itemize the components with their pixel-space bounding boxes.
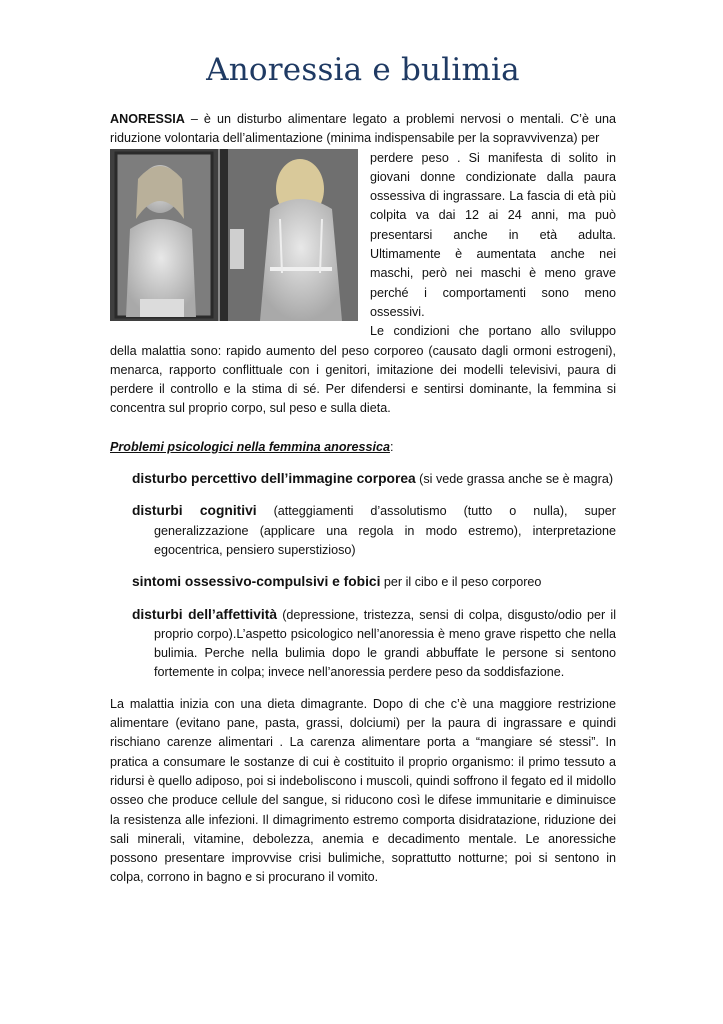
intro-paragraph: [110, 110, 616, 149]
list-item-term: disturbo percettivo dell’immagine corporea: [132, 471, 416, 487]
conditions-paragraph: Le condizioni che portano allo sviluppo della malattia sono: rapido aumento del peso corporeo (causato dagli ormoni estrogeni), menarca, rapporto conflittuale con i genitori, imitazione dei modelli televisivi, paura di perdere il controllo e la stima di sé. Per difendersi e sentirsi dominante, la femmina si concentra sul proprio corpo, sul peso e sulla dieta.: [110, 324, 616, 416]
list-item-text: (si vede grassa anche se è magra): [415, 472, 614, 487]
mirror-photo-icon: [110, 149, 358, 321]
list-item-text: (atteggiamenti d’assolutismo (tutto o nulla), super generalizzazione (applicare una regola in modo estremo), interpretazione egocentrica, pensiero superstizioso): [154, 504, 616, 557]
spacer: [110, 419, 616, 438]
list-item-text: (depressione, tristezza, sensi di colpa, disgusto/odio per il proprio corpo).L’aspetto psicologico nell’anoressia è meno grave rispetto che nella bulimia. Perche nella bulimia dopo le grandi abbuffate le persone si sentono fortemente in colpa; invece nell’anoressia perdere peso da soddisfazione.: [154, 607, 616, 680]
list-item-text: per il cibo e il peso corporeo: [380, 575, 542, 590]
intro-wrapped-text: perdere peso . Si manifesta di solito in giovani donne condizionate dalla paura ossessiva di ingrassare. La fascia di età più colpita va dai 12 ai 24 anni, ma può presentarsi anche in età adulta. Ultimamente è aumentata anche nei maschi, però nei maschi è meno grave perché i comportamenti sono meno ossessivi.: [370, 150, 616, 319]
psych-heading-line: [110, 438, 616, 457]
intro-continued: [110, 149, 616, 323]
list-item: [132, 469, 616, 489]
psych-heading-colon: :: [389, 439, 394, 454]
list-item: [132, 501, 616, 560]
intro-first-sentence: – è un disturbo alimentare legato a problemi nervosi o mentali. C’è una riduzione volontaria dell’alimentazione (minima indispensabile per la sopravvivenza) per: [110, 112, 616, 146]
document-title: Anoressia e bulimia: [206, 52, 520, 88]
list-item: [132, 605, 616, 683]
list-item: [132, 572, 616, 592]
list-item-term: disturbi cognitivi: [132, 503, 257, 519]
closing-paragraph: La malattia inizia con una dieta dimagrante. Dopo di che c’è una maggiore restrizione alimentare (evitano pane, pasta, grassi, dolciumi) per la paura di ingrassare e quindi rischiano carenze alimentari . La carenza alimentare porta a “mangiare sé stessi”. In pratica a consumare le sostanze di cui è costituito il proprio organismo: il primo tessuto a ridursi è quello adiposo, poi si indeboliscono i muscoli, quindi soffrono il fegato ed il midollo osseo che produce cellule del sangue, si riducono così le difese immunitarie e diminuisce la resistenza alle infezioni. Il dimagrimento estremo comporta disidratazione, riduzione dei sali minerali, vitamine, debolezza, anemia e decadimento mentale. Le anoressiche possono presentare improvvise crisi bulimiche, soprattutto notturne; poi si sentono in colpa, corrono in bagno e si procurano il vomito.: [110, 696, 616, 885]
intro-term: ANORESSIA: [110, 112, 185, 126]
psych-list: [110, 469, 616, 683]
document-body: [110, 110, 616, 888]
psych-heading: Problemi psicologici nella femmina anoressica: [110, 439, 390, 454]
photo-illustration: [110, 149, 358, 321]
list-item-term: sintomi ossessivo-compulsivi e fobici: [132, 574, 381, 590]
list-item-term: disturbi dell’affettività: [132, 606, 278, 622]
